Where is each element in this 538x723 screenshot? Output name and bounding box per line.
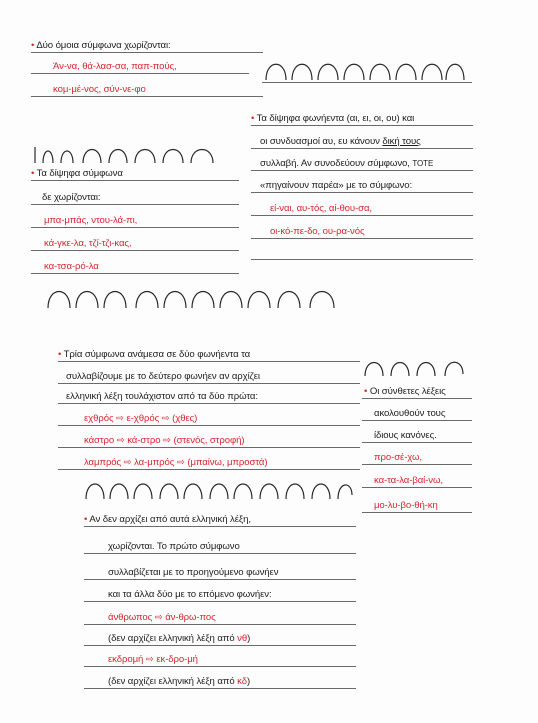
section4-example-3: λαμπρός ⇨ λα-μπρός ⇨ (μπαίνω, μπροστά) xyxy=(84,457,268,468)
syllable-arches xyxy=(31,141,227,165)
writing-line xyxy=(251,125,473,126)
writing-line xyxy=(31,204,239,205)
writing-line xyxy=(31,73,249,74)
section3-example-1: μπα-μπάς, ντου-λά-πι, xyxy=(44,215,138,226)
section4-example-2: κάστρο ⇨ κά-στρο ⇨ (στενός, στροφή) xyxy=(84,435,245,446)
section6-example-2: εκδρομή ⇨ εκ-δρο-μή xyxy=(108,654,198,665)
writing-line xyxy=(58,425,360,426)
writing-line xyxy=(58,469,360,470)
section6-note-1: (δεν αρχίζει ελληνική λέξη από νθ) xyxy=(108,633,251,644)
section4-example-1: εχθρός ⇨ ε-χθρός ⇨ (χθες) xyxy=(84,413,198,424)
writing-line xyxy=(84,553,356,554)
writing-line xyxy=(251,192,473,193)
writing-line xyxy=(84,526,356,527)
section2-example-2: οι-κό-πε-δο, ου-ρα-νός xyxy=(270,226,365,237)
bullet: • xyxy=(364,386,368,397)
writing-line xyxy=(362,398,472,399)
section2-line-3: συλλαβή. Αν συνοδεύουν σύμφωνο, ΤΟΤΕ xyxy=(260,158,434,169)
writing-line xyxy=(31,96,263,97)
writing-line xyxy=(84,645,356,646)
section6-line-3: συλλαβίζεται με το προηγούμενο φωνήεν xyxy=(108,567,279,578)
section6-line-1: • Αν δεν αρχίζει από αυτά ελληνική λέξη, xyxy=(84,514,251,525)
writing-line xyxy=(362,512,472,513)
section5-line-1: • Οι σύνθετες λέξεις xyxy=(364,386,446,397)
section2-line-1: • Τα δίψηφα φωνήεντα (αι, ει, οι, ου) και xyxy=(251,113,415,124)
section4-line-3: ελληνική λέξη τουλάχιστον από τα δύο πρώτα: xyxy=(66,391,258,402)
section3-example-2: κά-γκε-λα, τζί-τζι-κας, xyxy=(44,238,132,249)
section5-example-1: προ-σέ-χω, xyxy=(374,452,422,463)
syllable-arches xyxy=(82,475,362,501)
writing-line xyxy=(362,442,472,443)
writing-line xyxy=(362,464,472,465)
writing-line xyxy=(251,148,473,149)
writing-line xyxy=(31,52,263,53)
writing-line xyxy=(58,447,360,448)
section6-line-4: και τα άλλα δύο με το επόμενο φωνήεν: xyxy=(108,589,272,600)
writing-line xyxy=(31,227,239,228)
writing-line xyxy=(251,170,473,171)
bullet: • xyxy=(58,349,62,360)
writing-line xyxy=(31,273,239,274)
section5-example-2: κα-τα-λα-βαί-νω, xyxy=(374,475,443,486)
writing-line xyxy=(362,420,472,421)
writing-line xyxy=(84,624,356,625)
section3-line-1: • Τα δίψηφα σύμφωνα xyxy=(31,168,123,179)
writing-line xyxy=(84,601,356,602)
bullet: • xyxy=(31,40,35,51)
writing-line xyxy=(84,688,356,689)
bullet: • xyxy=(84,514,88,525)
writing-line xyxy=(84,666,356,667)
section2-example-1: εί-ναι, αυ-τός, αί-θου-σα, xyxy=(270,203,372,214)
bullet: • xyxy=(251,113,255,124)
syllable-arches xyxy=(44,282,344,310)
section4-line-2: συλλαβίζουμε με το δεύτερο φωνήεν αν αρχίζει xyxy=(66,371,260,382)
syllable-arches xyxy=(262,56,468,82)
section4-line-1: • Τρία σύμφωνα ανάμεσα σε δύο φωνήεντα τα xyxy=(58,349,251,360)
writing-line xyxy=(251,215,473,216)
syllable-arches xyxy=(361,354,471,378)
section6-note-2: (δεν αρχίζει ελληνική λέξη από κδ) xyxy=(108,676,251,687)
writing-line xyxy=(84,579,356,580)
writing-line xyxy=(262,82,472,83)
writing-line xyxy=(251,259,473,260)
writing-line xyxy=(58,383,360,384)
section6-line-2: χωρίζονται. Το πρώτο σύμφωνο xyxy=(108,541,240,552)
section1-example-1: Άν-να, θά-λασ-σα, παπ-πούς, xyxy=(53,61,177,72)
section3-example-3: κα-τσα-ρό-λα xyxy=(44,261,99,272)
section5-line-3: ίδιους κανόνες. xyxy=(374,430,437,441)
writing-line xyxy=(31,250,239,251)
section2-line-2: οι συνδυασμοί αυ, ευ κάνουν δική τους xyxy=(260,136,421,147)
writing-line xyxy=(251,238,473,239)
writing-line xyxy=(362,487,472,488)
section1-title: • Δύο όμοια σύμφωνα χωρίζονται: xyxy=(31,40,171,51)
writing-line xyxy=(58,361,360,362)
section2-line-4: «πηγαίνουν παρέα» με το σύμφωνο: xyxy=(260,180,413,191)
section5-line-2: ακολουθούν τους xyxy=(374,408,446,419)
section5-example-3: μο-λυ-βο-θή-κη xyxy=(374,500,438,511)
section1-example-2: κομ-μέ-νος, σύν-νε-φο xyxy=(53,84,146,95)
writing-line xyxy=(31,180,239,181)
writing-line xyxy=(58,403,360,404)
bullet: • xyxy=(31,168,35,179)
section6-example-1: άνθρωπος ⇨ άν-θρω-πος xyxy=(108,612,216,623)
section3-line-2: δε χωρίζονται: xyxy=(42,192,101,203)
